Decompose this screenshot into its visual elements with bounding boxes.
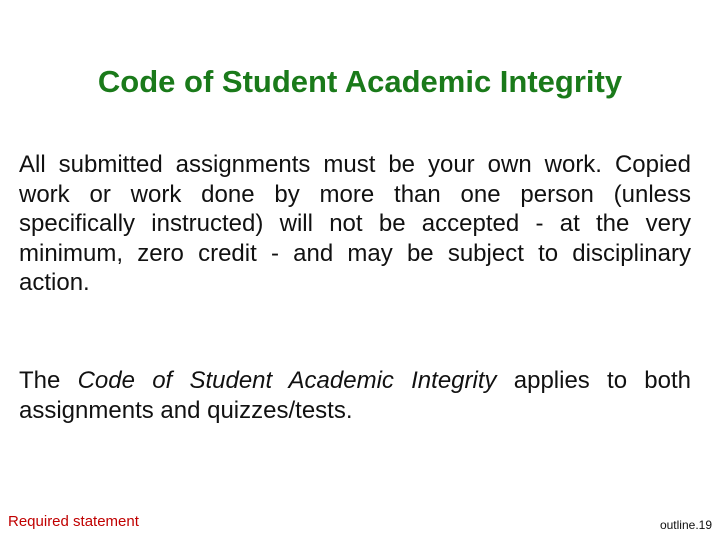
required-statement-label: Required statement [8, 513, 139, 530]
paragraph2-prefix: The [19, 367, 78, 394]
paragraph2-suffix: applies to both assignments and quizzes/tests. [19, 367, 691, 424]
paragraph-submitted-work: All submitted assignments must be your own work. Copied work or work done by more than one person (unless specifically instructed) will not be accepted - at the very minimum, zero credit - and may be subject to disciplinary action. [19, 151, 691, 296]
paragraph2-emphasis: Code of Student Academic Integrity [77, 367, 497, 394]
slide-title: Code of Student Academic Integrity [97, 64, 623, 99]
slide-number: outline.19 [659, 518, 712, 532]
paragraph-code-applies [19, 366, 691, 425]
